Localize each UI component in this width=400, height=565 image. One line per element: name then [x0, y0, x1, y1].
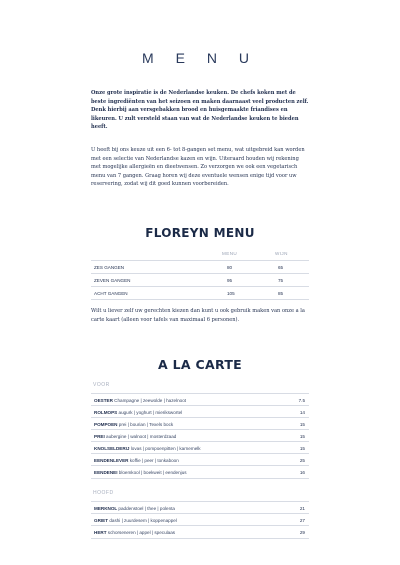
- dish-price: 7.5: [298, 398, 305, 403]
- dish-description: koffie | peer | tonkaboon: [129, 458, 179, 463]
- intro-bold-paragraph: Onze grote inspiratie is de Nederlandse keuken. De chefs koken met de beste ingrediënten van het seizoen en maken daarnaast veel producten zelf. Denk hierbij aan versgebakken brood en huisgemaakte friandises en likeuren. U zult versteld staan van wat de Nederlandse keuken te bieden heeft.: [91, 90, 309, 131]
- column-header-wijn: WIJN: [275, 251, 288, 256]
- wine-price: 65: [278, 265, 284, 270]
- dish-name: ROLMOPS augurk | yoghurt | mierikswortel: [94, 410, 183, 415]
- dish-description: paddenstoel | thee | polenta: [118, 506, 175, 511]
- list-item: [91, 525, 309, 539]
- dish-price: 15: [299, 422, 305, 427]
- dish-price: 14: [299, 410, 305, 415]
- dish-description: dashi | zuurdesem | koppenappel: [109, 518, 177, 523]
- list-item: [91, 465, 309, 479]
- wine-price: 85: [278, 291, 284, 296]
- dish-price: 21: [299, 506, 305, 511]
- dish-description: schorseneren | appel | speculaas: [107, 530, 176, 535]
- table-row: [91, 260, 309, 273]
- column-header-menu: MENU: [222, 251, 238, 256]
- dish-price: 15: [299, 446, 305, 451]
- dish-price: 15: [299, 434, 305, 439]
- dish-price: 29: [299, 530, 305, 535]
- table-row: [91, 273, 309, 286]
- floreyn-menu-heading: FLOREYN MENU: [145, 226, 255, 240]
- dish-description: prei | bourian | Texels bock: [118, 422, 174, 427]
- course-name: ZES GANGEN: [94, 265, 125, 270]
- dish-price: 27: [299, 518, 305, 523]
- dish-name: GRIET dashi | zuurdesem | koppenappel: [94, 518, 177, 523]
- dish-description: Champagne | zeewolde | hazelnoot: [114, 398, 187, 403]
- dish-name: MERKNOL paddenstoel | thee | polenta: [94, 506, 175, 511]
- dish-name: OESTER Champagne | zeewolde | hazelnoot: [94, 398, 187, 403]
- a-la-carte-heading: A LA CARTE: [158, 357, 242, 372]
- dish-price: 16: [299, 470, 305, 475]
- course-name: ACHT GANGEN: [94, 291, 128, 296]
- menu-price: 105: [227, 291, 235, 296]
- intro-paragraph: U heeft bij ons keuze uit een 6- tot 8-gangen set menu, wat uitgebreid kan worden met een selectie van Nederlandse kazen en wijn. Uiteraard houden wij rekening met mogelijke allergieën en dieetwensen. Zo verzorgen we ook een vegetarisch menu van 7 gangen. Graag horen wij deze eventuele wensen enige tijd voor uw reservering, zodat wij dit goed kunnen voorbereiden.: [91, 147, 305, 188]
- menu-price: 95: [227, 278, 233, 283]
- category-voor: VOOR: [93, 382, 110, 388]
- table-row: [91, 286, 309, 300]
- dish-name: HERT schorseneren | appel | speculaas: [94, 530, 176, 535]
- dish-description: aubergine | walnoot | mosterdzaad: [106, 434, 177, 439]
- menu-price: 80: [227, 265, 233, 270]
- dish-name: PREI aubergine | walnoot | mosterdzaad: [94, 434, 177, 439]
- dish-name: KNOLSELDERIJ lovas | pompoenpitten | karnemelk: [94, 446, 201, 451]
- category-hoofd: HOOFD: [93, 490, 114, 496]
- dish-name: EENDENEI bloemkool | boekweit | eendenjus: [94, 470, 187, 475]
- dish-description: lovas | pompoenpitten | karnemelk: [130, 446, 201, 451]
- dish-price: 25: [299, 458, 305, 463]
- dish-name: EENDENLEVER koffie | peer | tonkaboon: [94, 458, 179, 463]
- dish-name: POMPOEN prei | bourian | Texels bock: [94, 422, 174, 427]
- a-la-carte-note: Wilt u liever zelf uw gerechten kiezen dan kunt u ook gebruik maken van onze a la carte kaart (alleen voor tafels van maximaal 6 personen).: [91, 308, 305, 323]
- dish-description: augurk | yoghurt | mierikswortel: [118, 410, 183, 415]
- page-title: M E N U: [142, 50, 258, 66]
- dish-description: bloemkool | boekweit | eendenjus: [118, 470, 187, 475]
- course-name: ZEVEN GANGEN: [94, 278, 131, 283]
- wine-price: 75: [278, 278, 284, 283]
